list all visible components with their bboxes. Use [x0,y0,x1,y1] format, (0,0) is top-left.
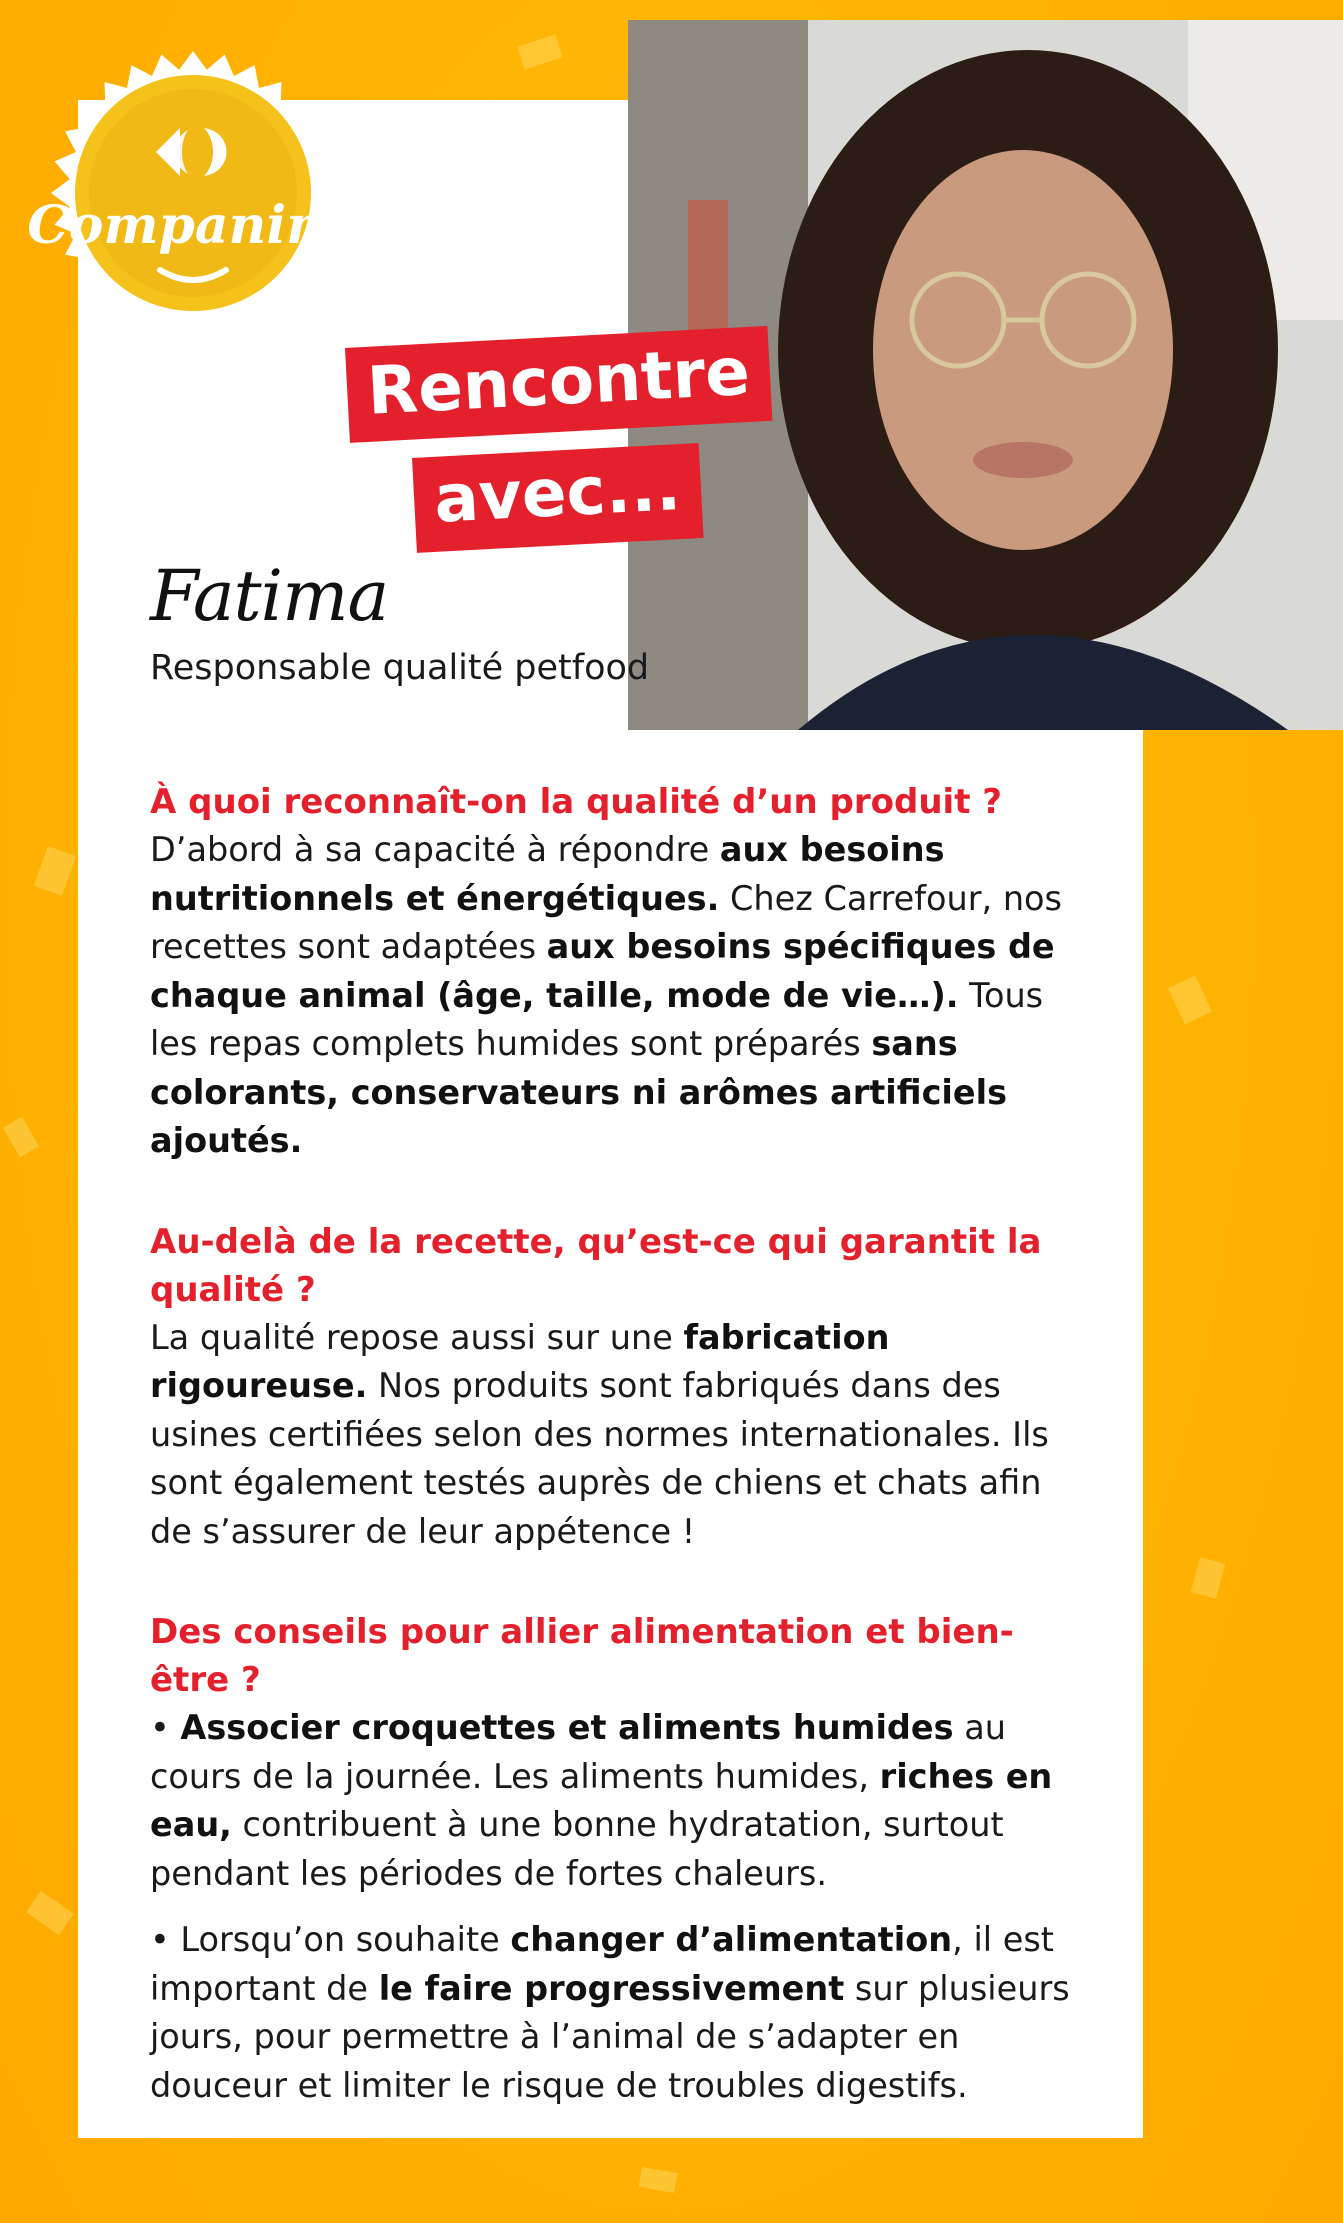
companino-logo [27,48,359,338]
confetti [34,846,77,896]
question-heading: Au-delà de la recette, qu’est-ce qui garantit la qualité ? [150,1221,1042,1310]
question-heading: À quoi reconnaît-on la qualité d’un produit ? [150,782,1003,822]
confetti [26,1891,74,1935]
bold-text: le faire progressivement [378,1968,845,2008]
bold-text: aux besoins spécifiques de chaque animal (âge, taille, mode de vie…). [150,927,1055,1015]
bold-text: aux besoins nutritionnels et énergétiques. [150,830,945,918]
bold-text: fabrication rigoureuse. [150,1317,890,1405]
section-advice [150,1608,1090,2110]
advice-bullet [150,1916,1090,2110]
confetti [517,34,562,69]
text-run: au cours de la journée. Les aliments humides, [150,1708,1006,1796]
person-name: Fatima [150,555,389,637]
banner-line1: Rencontre [345,326,772,443]
confetti [1168,976,1212,1025]
person-role: Responsable qualité petfood [150,648,650,688]
question-heading: Des conseils pour allier alimentation et bien-être ? [150,1612,1014,1700]
article-body [150,778,1090,2110]
banner-line2: avec... [412,443,703,553]
section-quality [150,778,1090,1166]
text-run: Chez Carrefour, nos recettes sont adaptées [150,878,1062,966]
confetti [639,2167,678,2193]
text-run: Tous les repas complets humides sont préparés [150,975,1044,1063]
answer-paragraph [150,1314,1090,1557]
bold-text: changer d’alimentation [510,1920,953,1959]
text-run: , il est important de [150,1920,1054,2008]
text-run: sur plusieurs jours, pour permettre à l’animal de s’adapter en douceur et limiter le risque de troubles digestifs. [150,1968,1070,2105]
text-run: D’abord à sa capacité à répondre [150,830,720,869]
bold-text: Associer croquettes et aliments humides [180,1708,954,1747]
advice-bullet [150,1704,1090,1898]
text-run: contribuent à une bonne hydratation, surtout pendant les périodes de fortes chaleurs. [150,1805,1004,1893]
bold-text: riches en eau, [150,1756,1053,1844]
text-run: • Lorsqu’on souhaite [150,1920,511,1959]
section-manufacturing [150,1218,1090,1557]
text-run: La qualité repose aussi sur une [150,1317,684,1357]
text-run: • [150,1708,181,1747]
bold-text: sans colorants, conservateurs ni arômes artificiels ajoutés. [150,1024,1008,1160]
answer-paragraph [150,826,1090,1166]
confetti [3,1117,39,1157]
text-run: Nos produits sont fabriqués dans des usines certifiées selon des normes internationales. Ils sont également testés auprès de chiens et chats afin de s’assurer de leur appétence ! [150,1366,1049,1551]
confetti [1191,1557,1225,1599]
logo-text: Companino [27,195,359,256]
